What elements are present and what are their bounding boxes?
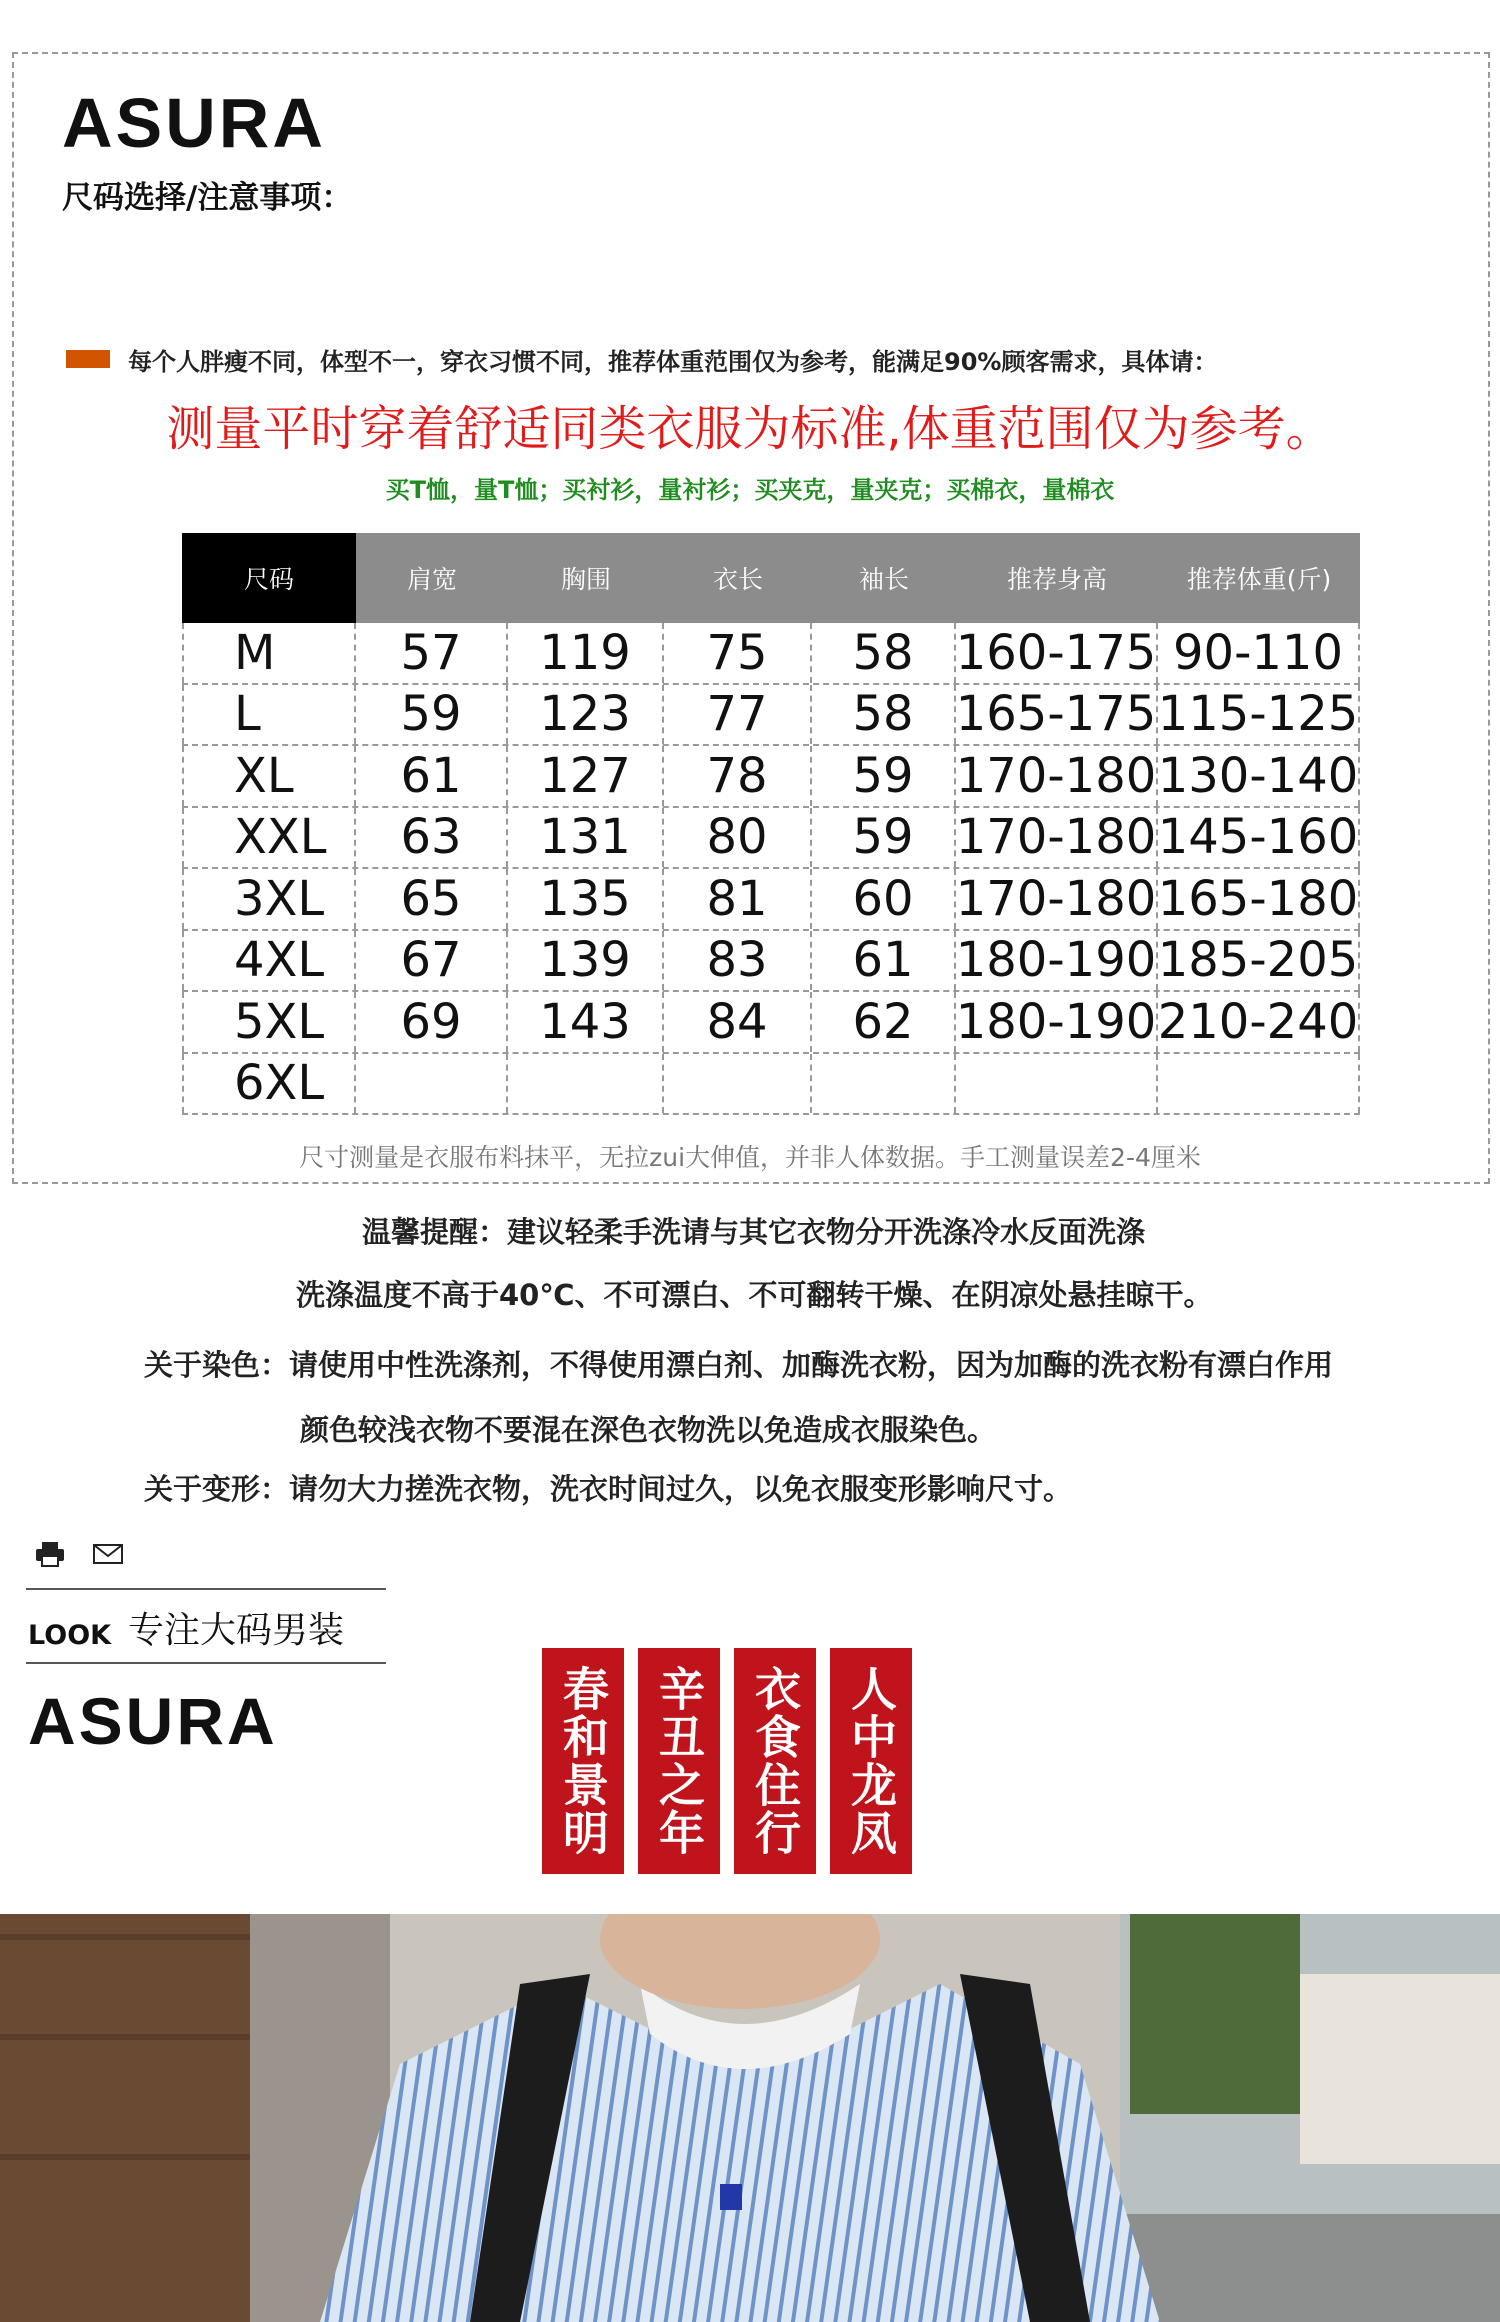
seal-text: 辛丑之年	[652, 1665, 706, 1857]
section-title: 尺码选择/注意事项：	[62, 180, 353, 216]
table-row	[182, 931, 1360, 993]
table-cell: 210-240	[1157, 993, 1359, 1050]
brand-logo: ASURA	[62, 84, 326, 162]
table-cell: 145-160	[1157, 809, 1359, 866]
table-cell: 160-175	[955, 624, 1157, 681]
measurement-note: 尺寸测量是衣服布料抹平，无拉zui大伸值，并非人体数据。手工测量误差2-4厘米	[299, 1143, 1201, 1172]
header-size: 尺码	[182, 533, 356, 623]
brand-logo-footer: ASURA	[28, 1684, 278, 1758]
table-cell	[356, 1054, 508, 1114]
size-table	[182, 533, 1360, 1115]
measure-headline: 测量平时穿着舒适同类衣服为标准,体重范围仅为参考。	[166, 401, 1334, 457]
table-cell: 58	[812, 623, 956, 683]
table-cell: 180-190	[955, 932, 1157, 989]
table-cell: 67	[356, 931, 508, 991]
table-cell: 170-180	[955, 747, 1157, 804]
divider-bottom	[26, 1662, 386, 1664]
table-cell: 59	[356, 685, 508, 745]
bullet-bar-icon	[66, 350, 110, 368]
table-cell: 62	[812, 992, 956, 1052]
brand-tagline: 专注大码男装	[128, 1610, 345, 1651]
measure-guide: 买T恤，量T恤；买衬衫，量衬衫；买夹克，量夹克；买棉衣，量棉衣	[385, 476, 1115, 504]
care-reminder: 温馨提醒：建议轻柔手洗请与其它衣物分开洗涤冷水反面洗涤	[362, 1215, 1146, 1249]
table-cell: 115-125	[1157, 686, 1359, 743]
table-cell: 61	[812, 931, 956, 991]
table-cell: 131	[508, 808, 664, 868]
header-weight: 推荐体重(斤)	[1186, 565, 1332, 594]
care-deformation: 关于变形：请勿大力搓洗衣物，洗衣时间过久，以免衣服变形影响尺寸。	[144, 1472, 1073, 1506]
table-cell: 139	[508, 931, 664, 991]
table-cell	[812, 1054, 956, 1114]
look-label: LOOK	[28, 1620, 112, 1651]
divider-top	[26, 1588, 386, 1590]
table-cell: 78	[664, 746, 812, 806]
care-dyeing-detail: 颜色较浅衣物不要混在深色衣物洗以免造成衣服染色。	[300, 1413, 997, 1447]
print-icon[interactable]	[34, 1540, 66, 1568]
size-cell: 3XL	[182, 869, 356, 929]
table-body	[182, 623, 1360, 1115]
size-cell: M	[182, 623, 356, 683]
table-cell: 180-190	[955, 993, 1157, 1050]
size-cell: 6XL	[182, 1054, 356, 1114]
size-cell: 4XL	[182, 931, 356, 991]
table-cell: 59	[812, 746, 956, 806]
seal-text: 衣食住行	[748, 1665, 802, 1857]
table-cell: 119	[508, 623, 664, 683]
table-cell: 170-180	[955, 870, 1157, 927]
table-cell: 59	[812, 808, 956, 868]
table-cell: 170-180	[955, 809, 1157, 866]
seal-2	[638, 1648, 720, 1874]
table-cell	[664, 1054, 812, 1114]
table-cell	[1158, 1054, 1360, 1114]
intro-note: 每个人胖瘦不同，体型不一，穿衣习惯不同，推荐体重范围仅为参考，能满足90%顾客需求，具体请：	[128, 348, 1218, 376]
header-height: 推荐身高	[1006, 565, 1107, 594]
table-row	[182, 746, 1360, 808]
table-row	[182, 623, 1360, 685]
table-cell: 84	[664, 992, 812, 1052]
table-row	[182, 808, 1360, 870]
header-sleeve: 袖长	[858, 565, 909, 594]
size-cell: XL	[182, 746, 356, 806]
table-cell: 80	[664, 808, 812, 868]
table-cell: 83	[664, 931, 812, 991]
table-cell: 81	[664, 869, 812, 929]
table-cell: 58	[812, 685, 956, 745]
table-cell: 165-175	[955, 686, 1157, 743]
table-cell: 143	[508, 992, 664, 1052]
header-chest: 胸围	[560, 565, 611, 594]
table-cell: 127	[508, 746, 664, 806]
table-header	[182, 533, 1360, 623]
model-photo	[0, 1914, 1500, 2322]
seal-4	[830, 1648, 912, 1874]
seal-3	[734, 1648, 816, 1874]
table-cell: 130-140	[1157, 747, 1359, 804]
mail-icon[interactable]	[92, 1543, 124, 1565]
table-cell: 77	[664, 685, 812, 745]
size-cell: L	[182, 685, 356, 745]
size-cell: 5XL	[182, 992, 356, 1052]
table-cell: 69	[356, 992, 508, 1052]
table-row	[182, 992, 1360, 1054]
seal-1	[542, 1648, 624, 1874]
table-cell: 57	[356, 623, 508, 683]
table-cell: 90-110	[1158, 623, 1360, 683]
header-length: 衣长	[712, 565, 763, 594]
table-cell: 61	[356, 746, 508, 806]
table-cell: 63	[356, 808, 508, 868]
table-cell: 165-180	[1157, 870, 1359, 927]
seal-text: 人中龙凤	[844, 1665, 898, 1857]
table-cell	[508, 1054, 664, 1114]
header-shoulder: 肩宽	[406, 565, 457, 594]
table-cell: 135	[508, 869, 664, 929]
care-temperature: 洗涤温度不高于40℃、不可漂白、不可翻转干燥、在阴凉处悬挂晾干。	[296, 1278, 1213, 1312]
table-cell: 65	[356, 869, 508, 929]
table-cell: 123	[508, 685, 664, 745]
table-cell: 60	[812, 869, 956, 929]
table-cell: 75	[664, 623, 812, 683]
care-dyeing: 关于染色：请使用中性洗涤剂，不得使用漂白剂、加酶洗衣粉，因为加酶的洗衣粉有漂白作用	[144, 1348, 1334, 1382]
seal-text: 春和景明	[556, 1665, 610, 1857]
table-row	[182, 869, 1360, 931]
table-row	[182, 1054, 1360, 1116]
table-cell: 185-205	[1157, 932, 1359, 989]
table-cell	[956, 1054, 1158, 1114]
size-cell: XXL	[182, 808, 356, 868]
table-row	[182, 685, 1360, 747]
